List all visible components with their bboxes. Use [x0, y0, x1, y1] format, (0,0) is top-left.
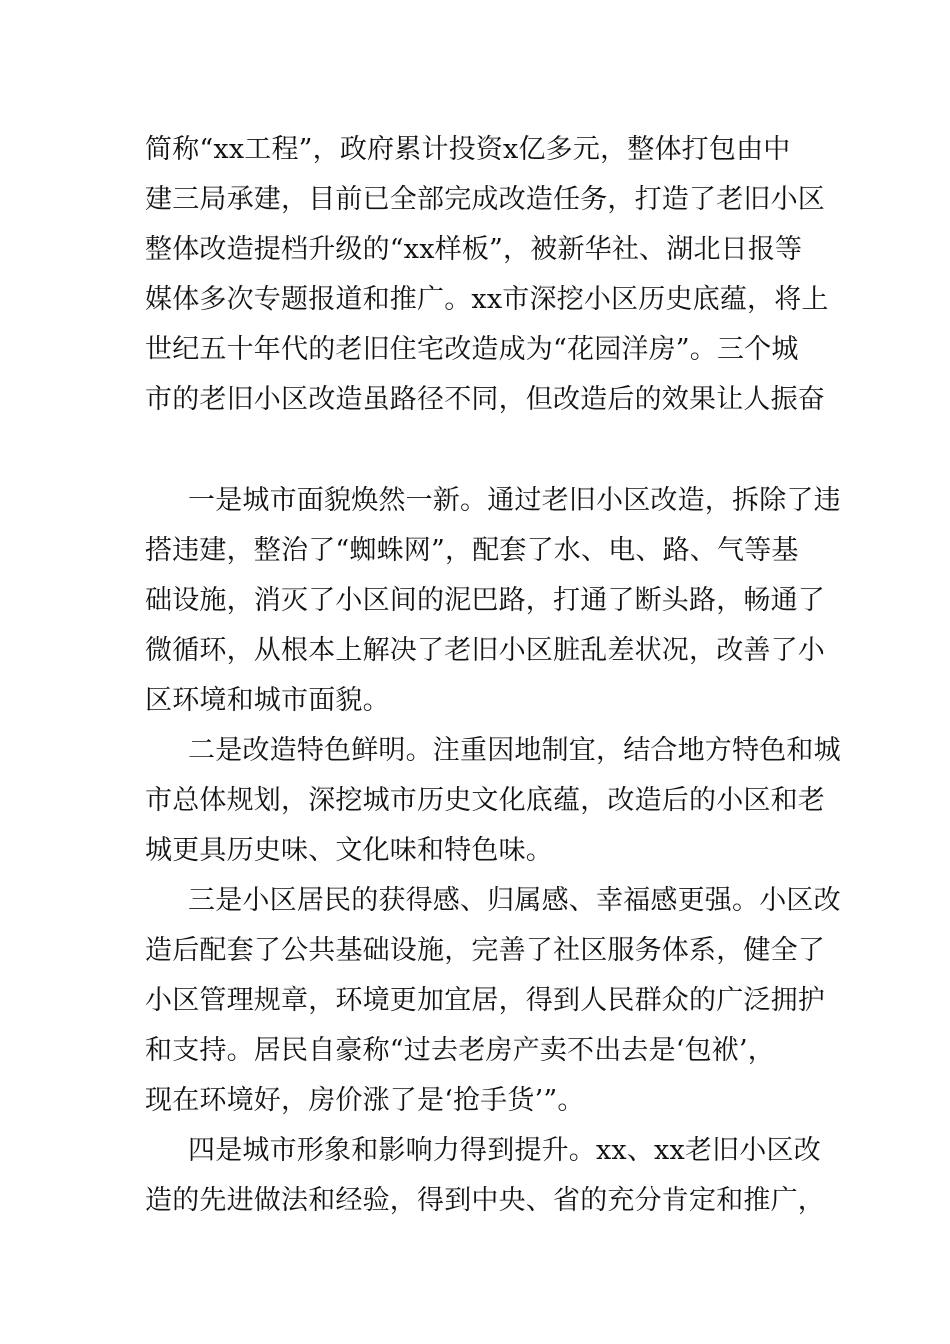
paragraph-line: 整体改造提档升级的“xx样板”，被新华社、湖北日报等	[145, 234, 803, 265]
paragraph-line: 简称“xx工程”，政府累计投资x亿多元，整体打包由中	[145, 134, 791, 165]
paragraph-line: 小区管理规章，环境更加宜居，得到人民群众的广泛拥护	[145, 985, 825, 1016]
paragraph-line: 造后配套了公共基础设施，完善了社区服务体系，健全了	[145, 935, 825, 966]
paragraph-line: 搭违建，整治了“蜘蛛网”，配套了水、电、路、气等基	[145, 535, 799, 566]
paragraph-line: 市的老旧小区改造虽路径不同，但改造后的效果让人振奋	[145, 384, 825, 415]
paragraph-line: 城更具历史味、文化味和特色味。	[145, 835, 553, 866]
paragraph-first-line: 三是小区居民的获得感、归属感、幸福感更强。小区改	[188, 885, 841, 916]
paragraph-line: 建三局承建，目前已全部完成改造任务，打造了老旧小区	[145, 184, 825, 215]
paragraph-line: 现在环境好，房价涨了是‘抢手货’”。	[145, 1085, 585, 1116]
paragraph-line: 和支持。居民自豪称“过去老房产卖不出去是‘包袱’，	[145, 1035, 775, 1066]
paragraph-line: 造的先进做法和经验，得到中央、省的充分肯定和推广，	[145, 1185, 825, 1216]
paragraph-line: 础设施，消灭了小区间的泥巴路，打通了断头路，畅通了	[145, 585, 825, 616]
paragraph-line: 市总体规划，深挖城市历史文化底蕴，改造后的小区和老	[145, 785, 825, 816]
paragraph-line: 区环境和城市面貌。	[145, 685, 390, 716]
paragraph-first-line: 四是城市形象和影响力得到提升。xx、xx老旧小区改	[188, 1135, 821, 1166]
paragraph-first-line: 二是改造特色鲜明。注重因地制宜，结合地方特色和城	[188, 735, 841, 766]
paragraph-line: 世纪五十年代的老旧住宅改造成为“花园洋房”。三个城	[145, 334, 799, 365]
paragraph-line: 媒体多次专题报道和推广。xx市深挖小区历史底蕴，将上	[145, 284, 829, 315]
paragraph-line: 微循环，从根本上解决了老旧小区脏乱差状况，改善了小	[145, 635, 825, 666]
paragraph-first-line: 一是城市面貌焕然一新。通过老旧小区改造，拆除了违	[188, 485, 841, 516]
